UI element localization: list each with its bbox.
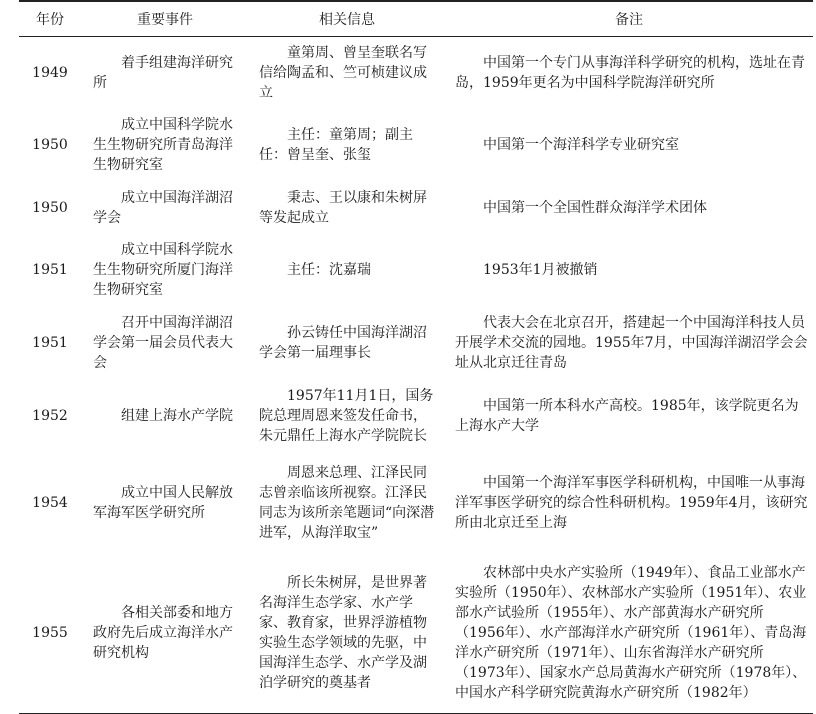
header-info: 相关信息 [249, 1, 445, 37]
table-row [19, 379, 813, 453]
table-row [19, 181, 813, 234]
table-row [19, 553, 813, 713]
cell-note: 中国第一个专门从事海洋科学研究的机构，选址在青岛，1959年更名为中国科学院海洋研究所 [455, 55, 805, 91]
cell-info: 主任：童第周；副主任：曾呈奎、张玺 [259, 127, 413, 163]
table-row [19, 453, 813, 553]
cell-year: 1950 [32, 137, 68, 153]
header-note: 备注 [445, 1, 813, 37]
cell-info: 所长朱树屏，是世界著名海洋生态学家、水产学家、教育家，世界浮游植物实验生态学领域的先驱，中国海洋生态学、水产学及湖泊学研究的奠基者 [249, 553, 445, 713]
header-year: 年份 [19, 1, 81, 37]
cell-note: 代表大会在北京召开，搭建起一个中国海洋科技人员开展学术交流的园地。1955年7月，中国海洋湖沼学会会址从北京迁往青岛 [455, 314, 808, 371]
cell-info: 主任：沈嘉瑞 [287, 262, 371, 278]
cell-event: 召开中国海洋湖沼学会第一届会员代表大会 [93, 314, 233, 371]
events-table [19, 0, 813, 714]
table-row [19, 109, 813, 181]
table-row [19, 234, 813, 306]
cell-year: 1950 [32, 199, 68, 216]
cell-info: 孙云铸任中国海洋湖沼学会第一届理事长 [259, 324, 427, 361]
cell-year: 1952 [32, 408, 68, 424]
cell-event: 成立中国科学院水生生物研究所青岛海洋生物研究室 [93, 117, 233, 173]
cell-note: 中国第一所本科水产高校。1985年，该学院更名为上海水产大学 [455, 398, 799, 434]
cell-note: 中国第一个全国性群众海洋学术团体 [483, 199, 707, 216]
table-row [19, 37, 813, 110]
cell-year: 1949 [32, 65, 68, 81]
cell-note: 中国第一个海洋科学专业研究室 [483, 137, 679, 153]
header-event: 重要事件 [81, 1, 249, 37]
cell-event: 成立中国科学院水生生物研究所厦门海洋生物研究室 [93, 242, 233, 298]
cell-event: 成立中国海洋湖沼学会 [93, 189, 233, 226]
cell-info: 童第周、曾呈奎联名写信给陶孟和、竺可桢建议成立 [259, 45, 427, 101]
cell-event: 着手组建海洋研究所 [93, 55, 233, 91]
cell-info: 秉志、王以康和朱树屏等发起成立 [259, 189, 427, 226]
cell-info: 1957年11月1日，国务院总理周恩来签发任命书，朱元鼎任上海水产学院院长 [259, 388, 434, 444]
cell-note: 农林部中央水产实验所（1949年）、食品工业部水产实验所（1950年）、农林部水产实验所（1951年）、农业部水产试验所（1955年）、水产部黄海水产研究所（1956年）、水产部海洋水产研究所（1961年）、青岛海洋水产研究所（1971年）、山东省海洋水产研究所（1973年）、国家水产总局黄海水产研究所（1978年）、中国水产科学研究院黄海水产研究所（1982年） [445, 553, 813, 713]
table-row [19, 306, 813, 379]
cell-year: 1955 [19, 553, 81, 713]
cell-note: 1953年1月被撤销 [483, 262, 598, 278]
cell-note: 中国第一个海洋军事医学科研机构，中国唯一从事海洋军事医学研究的综合性科研机构。1959年4月，该研究所由北京迁至上海 [455, 475, 808, 531]
cell-event: 成立中国人民解放军海军医学研究所 [93, 485, 233, 521]
cell-year: 1951 [32, 334, 68, 351]
header-row [19, 1, 813, 37]
cell-event: 组建上海水产学院 [121, 408, 233, 424]
cell-year: 1954 [32, 495, 68, 511]
cell-info: 周恩来总理、江泽民同志曾亲临该所视察。江泽民同志为该所亲笔题词“向深潜进军，从海洋取宝” [259, 465, 435, 541]
cell-event: 各相关部委和地方政府先后成立海洋水产研究机构 [81, 553, 249, 713]
cell-year: 1951 [32, 262, 68, 278]
